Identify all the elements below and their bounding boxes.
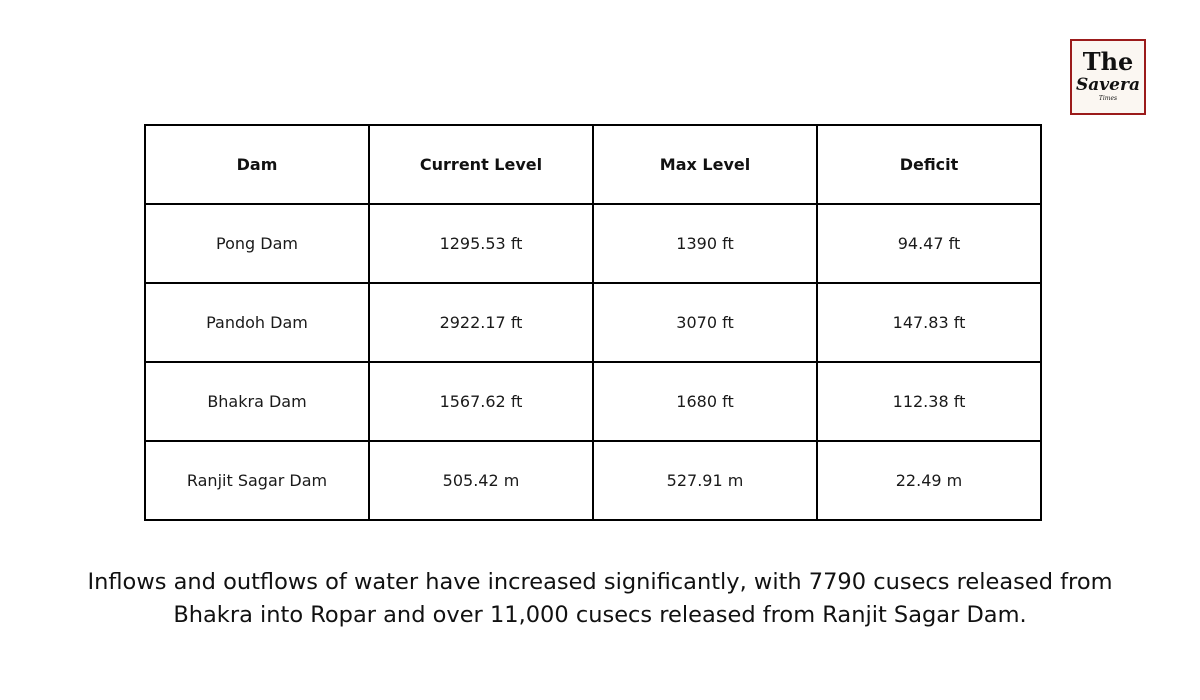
header-max-level: Max Level <box>593 125 817 204</box>
caption-line-2: Bhakra into Ropar and over 11,000 cusecs released from Ranjit Sagar Dam. <box>173 602 1027 628</box>
logo-text-the: The <box>1082 47 1134 76</box>
cell-deficit: 94.47 ft <box>817 204 1041 283</box>
cell-current-level: 2922.17 ft <box>369 283 593 362</box>
cell-deficit: 147.83 ft <box>817 283 1041 362</box>
cell-max-level: 1390 ft <box>593 204 817 283</box>
table-row <box>145 204 1041 283</box>
caption-text <box>60 566 1140 632</box>
cell-dam: Bhakra Dam <box>145 362 369 441</box>
cell-current-level: 1295.53 ft <box>369 204 593 283</box>
cell-dam: Pandoh Dam <box>145 283 369 362</box>
header-current-level: Current Level <box>369 125 593 204</box>
savera-times-logo <box>1070 39 1146 115</box>
cell-max-level: 1680 ft <box>593 362 817 441</box>
cell-max-level: 3070 ft <box>593 283 817 362</box>
header-dam: Dam <box>145 125 369 204</box>
cell-dam: Pong Dam <box>145 204 369 283</box>
cell-current-level: 505.42 m <box>369 441 593 520</box>
cell-deficit: 22.49 m <box>817 441 1041 520</box>
cell-max-level: 527.91 m <box>593 441 817 520</box>
table-row <box>145 283 1041 362</box>
header-deficit: Deficit <box>817 125 1041 204</box>
table-row <box>145 441 1041 520</box>
cell-current-level: 1567.62 ft <box>369 362 593 441</box>
cell-deficit: 112.38 ft <box>817 362 1041 441</box>
logo-text-savera: Savera <box>1076 75 1140 95</box>
dam-levels-table <box>144 124 1042 521</box>
caption-line-1: Inflows and outflows of water have increased significantly, with 7790 cusecs released from <box>87 569 1113 595</box>
table-row <box>145 362 1041 441</box>
logo-graphic <box>1072 41 1144 113</box>
logo-text-times: Times <box>1098 95 1118 102</box>
cell-dam: Ranjit Sagar Dam <box>145 441 369 520</box>
table-header-row <box>145 125 1041 204</box>
